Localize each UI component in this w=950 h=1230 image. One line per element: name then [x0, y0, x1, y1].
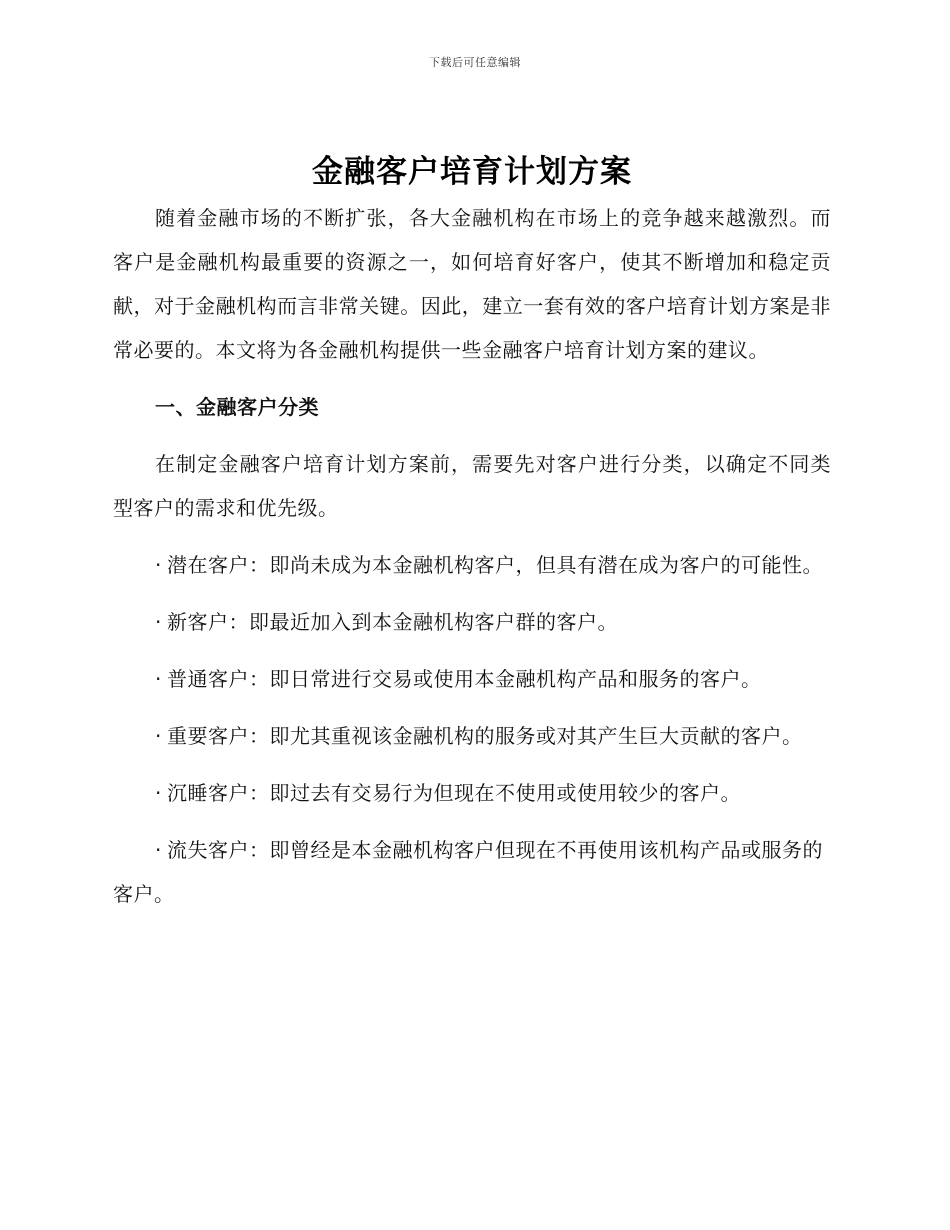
list-item-dormant-customer — [113, 771, 831, 815]
list-item-new-customer — [113, 600, 831, 644]
list-item-text: 新客户：即最近加入到本金融机构客户群的客户。 — [167, 610, 618, 634]
customer-type-list — [113, 543, 831, 916]
page-header-note: 下载后可任意编辑 — [429, 56, 521, 69]
bullet-icon: · — [155, 724, 162, 748]
section-heading-customer-classification: 一、金融客户分类 — [155, 395, 319, 419]
bullet-icon: · — [155, 667, 162, 691]
document-body — [113, 148, 831, 929]
bullet-icon: · — [155, 838, 162, 862]
list-item-text: 普通客户：即日常进行交易或使用本金融机构产品和服务的客户。 — [167, 667, 762, 691]
list-item-regular-customer — [113, 657, 831, 701]
list-item-lost-customer — [113, 828, 831, 916]
intro-paragraph: 随着金融市场的不断扩张，各大金融机构在市场上的竞争越来越激烈。而客户是金融机构最重要的资源之一，如何培育好客户，使其不断增加和稳定贡献，对于金融机构而言非常关键。因此，建立一套有效的客户培育计划方案是非常必要的。本文将为各金融机构提供一些金融客户培育计划方案的建议。 — [113, 206, 831, 362]
document-title: 金融客户培育计划方案 — [312, 154, 632, 190]
list-item-text: 流失客户：即曾经是本金融机构客户但现在不再使用该机构产品或服务的客户。 — [113, 838, 823, 906]
section-intro-paragraph: 在制定金融客户培育计划方案前，需要先对客户进行分类，以确定不同类型客户的需求和优先级。 — [113, 452, 831, 520]
list-item-potential-customer — [113, 543, 831, 587]
list-item-important-customer — [113, 714, 831, 758]
list-item-text: 重要客户：即尤其重视该金融机构的服务或对其产生巨大贡献的客户。 — [167, 724, 803, 748]
bullet-icon: · — [155, 781, 162, 805]
bullet-icon: · — [155, 610, 162, 634]
bullet-icon: · — [155, 553, 162, 577]
list-item-text: 沉睡客户：即过去有交易行为但现在不使用或使用较少的客户。 — [167, 781, 741, 805]
list-item-text: 潜在客户：即尚未成为本金融机构客户，但具有潜在成为客户的可能性。 — [167, 553, 823, 577]
